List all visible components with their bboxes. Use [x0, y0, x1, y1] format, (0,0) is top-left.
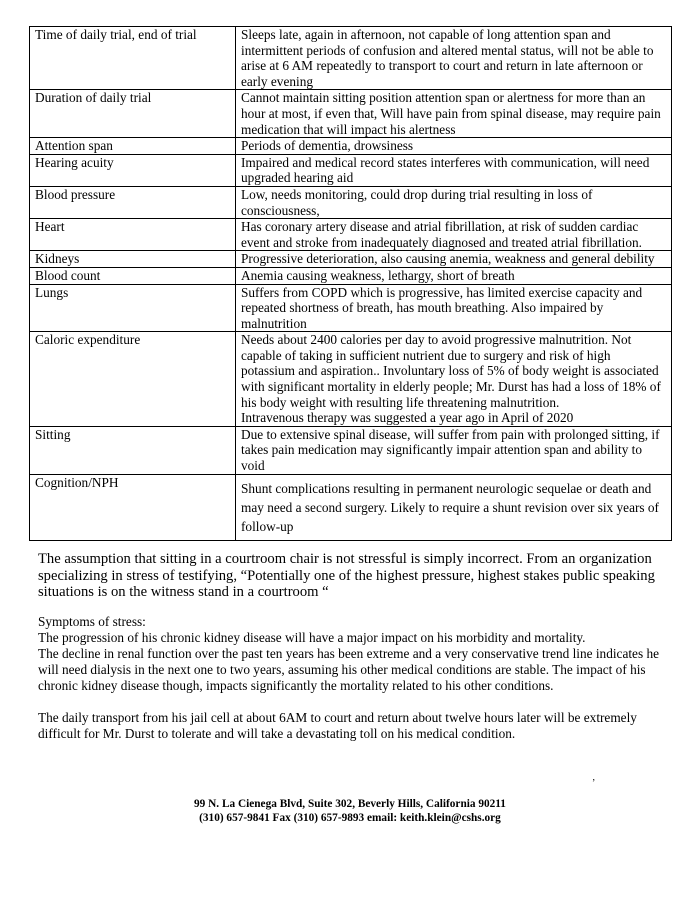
table-row: [30, 251, 672, 268]
condition-category: Attention span: [30, 138, 236, 155]
condition-category: Lungs: [30, 284, 236, 332]
condition-category: Cognition/NPH: [30, 474, 236, 540]
condition-category: Time of daily trial, end of trial: [30, 27, 236, 90]
transport-paragraph: The daily transport from his jail cell at about 6AM to court and return about twelve hours later will be extremely difficult for Mr. Durst to tolerate and will take a devastating toll on his medical condition.: [38, 710, 637, 741]
table-row: [30, 219, 672, 251]
condition-category: Caloric expenditure: [30, 332, 236, 427]
condition-details: Periods of dementia, drowsiness: [236, 138, 672, 155]
condition-category: Kidneys: [30, 251, 236, 268]
courtroom-stress-paragraph: The assumption that sitting in a courtroom chair is not stressful is simply incorrect. From an organization specializing in stress of testifying, “Potentially one of the highest pressure, highest stakes public speaking situations is on the witness stand in a courtroom “: [38, 551, 655, 600]
condition-details: Shunt complications resulting in permanent neurologic sequelae or death and may need a second surgery. Likely to require a shunt revision over six years of follow-up: [236, 474, 672, 540]
condition-category: Blood count: [30, 267, 236, 284]
condition-details: Impaired and medical record states interferes with communication, will need upgraded hearing aid: [236, 154, 672, 186]
body-text: [38, 614, 678, 742]
condition-details: Anemia causing weakness, lethargy, short of breath: [236, 267, 672, 284]
condition-details: Needs about 2400 calories per day to avoid progressive malnutrition. Not capable of taking in sufficient nutrient due to surgery and risk of high potassium and aspiration.. Involuntary loss of 5% of body weight is associated with significant mortality in elderly people; Mr. Durst has had a loss of 18% of his body weight with resulting life threatening malnutrition. Intravenous therapy was suggested a year ago in April of 2020: [236, 332, 672, 427]
condition-category: Blood pressure: [30, 186, 236, 218]
condition-details: Has coronary artery disease and atrial fibrillation, at risk of sudden cardiac event and stroke from inadequately diagnosed and treated atrial fibrillation.: [236, 219, 672, 251]
condition-details: Progressive deterioration, also causing anemia, weakness and general debility: [236, 251, 672, 268]
condition-category: Heart: [30, 219, 236, 251]
table-row: [30, 186, 672, 218]
symptoms-heading: Symptoms of stress:: [38, 614, 146, 629]
condition-category: Duration of daily trial: [30, 90, 236, 138]
table-row: [30, 138, 672, 155]
table-row: [30, 27, 672, 90]
footer-address: 99 N. La Cienega Blvd, Suite 302, Beverly Hills, California 90211: [194, 798, 506, 810]
table-row: [30, 474, 672, 540]
table-row: [30, 267, 672, 284]
condition-category: Sitting: [30, 426, 236, 474]
condition-details: Suffers from COPD which is progressive, has limited exercise capacity and repeated shortness of breath, has mouth breathing. Also impaired by malnutrition: [236, 284, 672, 332]
table-row: [30, 154, 672, 186]
condition-details: Low, needs monitoring, could drop during trial resulting in loss of consciousness,: [236, 186, 672, 218]
footer-contact: (310) 657-9841 Fax (310) 657-9893 email: keith.klein@cshs.org: [199, 812, 501, 824]
table-row: [30, 426, 672, 474]
condition-details: Sleeps late, again in afternoon, not capable of long attention span and intermittent periods of confusion and altered mental status, will not be able to arise at 6 AM repeatedly to transport to court and return in late afternoon or early evening: [236, 27, 672, 90]
kidney-disease-line: The progression of his chronic kidney disease will have a major impact on his morbidity and mortality.: [38, 630, 586, 645]
table-row: [30, 332, 672, 427]
condition-details: Cannot maintain sitting position attention span or alertness for more than an hour at most, if even that, Will have pain from spinal disease, may require pain medication that will impact his alertness: [236, 90, 672, 138]
condition-category: Hearing acuity: [30, 154, 236, 186]
table-row: [30, 90, 672, 138]
condition-details: Due to extensive spinal disease, will suffer from pain with prolonged sitting, if takes pain medication may significantly impair attention span and ability to void: [236, 426, 672, 474]
medical-conditions-table: [29, 26, 672, 541]
renal-decline-paragraph: The decline in renal function over the past ten years has been extreme and a very conservative trend line indicates he will need dialysis in the next one to two years, assuming his other medical conditions are stable. The impact of his chronic kidney disease though, impacts significantly the mortality related to his other conditions.: [38, 646, 659, 693]
stray-mark: ʼ: [592, 778, 596, 789]
table-row: [30, 284, 672, 332]
